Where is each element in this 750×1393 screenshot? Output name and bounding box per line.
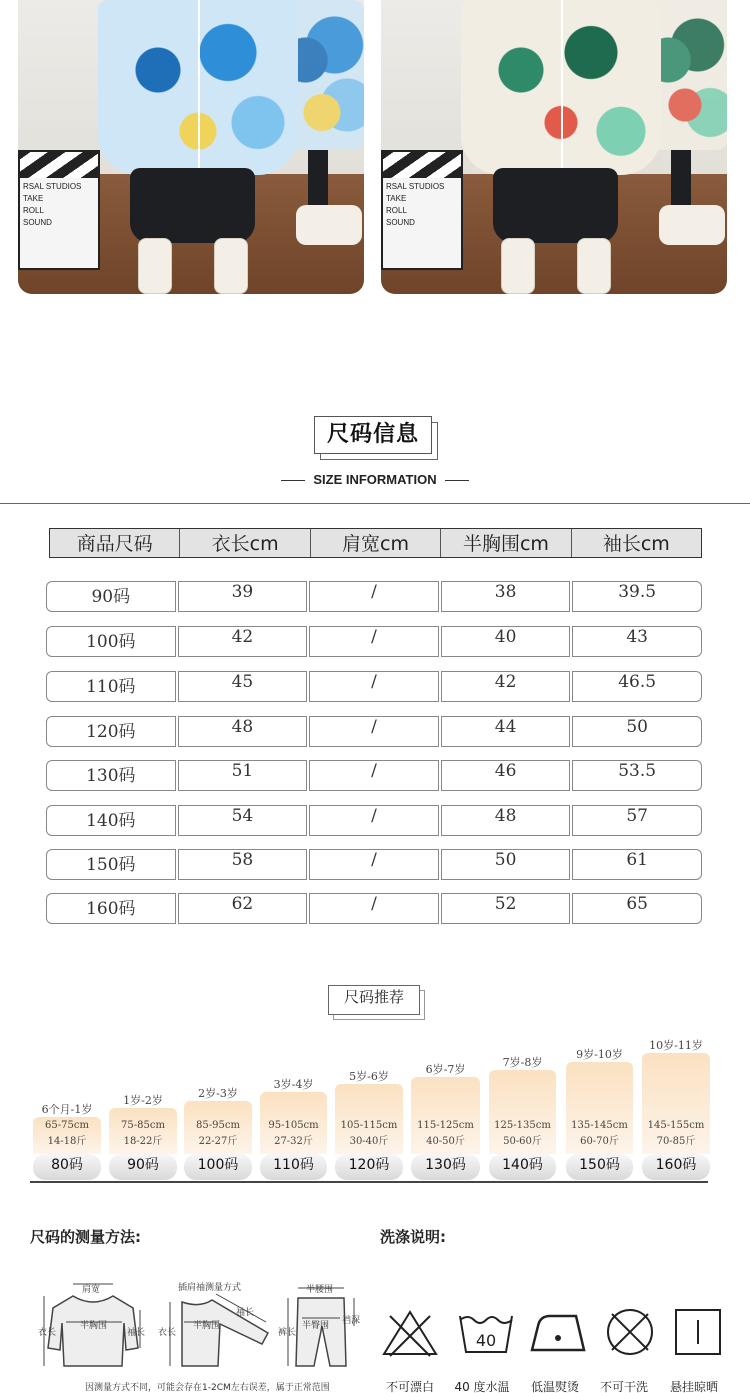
size-pill: 110码 [260, 1154, 327, 1180]
cell-length: 62 [178, 893, 308, 924]
care-title: 洗涤说明: [380, 1228, 446, 1246]
cell-length: 58 [178, 849, 308, 880]
age-range-label: 2岁-3岁 [198, 1087, 238, 1100]
label-hip: 半臀围 [302, 1321, 330, 1331]
cell-shoulder: / [309, 805, 439, 836]
cell-size: 140码 [46, 805, 176, 836]
cell-length: 48 [178, 716, 308, 747]
age-range-label: 7岁-8岁 [502, 1056, 543, 1069]
size-table-header [49, 528, 702, 558]
product-photo-blue [18, 0, 364, 294]
age-range-label: 1岁-2岁 [123, 1094, 163, 1107]
size-recommend-column [566, 1044, 633, 1154]
cell-chest: 46 [441, 760, 571, 791]
clapperboard: RSAL STUDIOS TAKE ROLL SOUND [18, 150, 100, 270]
header-chest: 半胸围cm [440, 529, 570, 557]
weight-range-label: 30-40斤 [349, 1136, 389, 1147]
height-range-label: 115-125cm [417, 1120, 474, 1131]
cell-shoulder: / [309, 671, 439, 702]
size-recommend-column [642, 1035, 710, 1154]
cell-size: 100码 [46, 626, 176, 657]
label-pants-length: 裤长 [278, 1328, 297, 1338]
cell-sleeve: 39.5 [572, 581, 702, 612]
age-range-label: 6个月-1岁 [41, 1103, 93, 1116]
size-pill: 90码 [109, 1154, 177, 1180]
cell-chest: 38 [441, 581, 571, 612]
weight-range-label: 60-70斤 [580, 1136, 619, 1147]
weight-range-label: 22-27斤 [198, 1136, 238, 1147]
height-range-label: 65-75cm [45, 1120, 89, 1131]
cell-size: 90码 [46, 581, 176, 612]
cell-chest: 40 [441, 626, 571, 657]
age-range-label: 3岁-4岁 [273, 1078, 314, 1091]
label-length: 衣长 [38, 1328, 57, 1338]
cell-chest: 50 [441, 849, 571, 880]
label-chest: 半胸围 [80, 1321, 108, 1331]
label-shoulder: 肩宽 [82, 1285, 101, 1295]
cell-shoulder: / [309, 893, 439, 924]
measure-note: 因测量方式不同，可能会存在1-2CM左右误差，属于正常范围 [85, 1383, 330, 1393]
table-row [46, 671, 702, 702]
cell-chest: 42 [441, 671, 571, 702]
label-rise: 裆深 [342, 1316, 361, 1326]
label-sleeve-raglan: 袖长 [236, 1308, 255, 1318]
age-range-label: 10岁-11岁 [649, 1039, 703, 1052]
size-pill: 100码 [184, 1154, 252, 1180]
height-range-label: 95-105cm [268, 1120, 319, 1131]
cell-sleeve: 65 [572, 893, 702, 924]
weight-range-label: 14-18斤 [47, 1136, 87, 1147]
cell-size: 130码 [46, 760, 176, 791]
label-chest-raglan: 半胸围 [193, 1321, 221, 1331]
size-recommend-column [184, 1083, 252, 1154]
cell-chest: 48 [441, 805, 571, 836]
cell-sleeve: 46.5 [572, 671, 702, 702]
recommend-baseline [30, 1181, 708, 1183]
cell-length: 42 [178, 626, 308, 657]
weight-range-label: 70-85斤 [656, 1136, 696, 1147]
size-pill: 80码 [33, 1154, 101, 1180]
weight-range-label: 18-22斤 [123, 1136, 163, 1147]
size-recommend-column [109, 1090, 177, 1154]
size-recommend-title: 尺码推荐 [328, 985, 420, 1015]
height-range-label: 135-145cm [571, 1120, 628, 1131]
height-range-label: 85-95cm [196, 1120, 240, 1131]
cell-length: 45 [178, 671, 308, 702]
header-sleeve: 袖长cm [571, 529, 701, 557]
svg-text:40: 40 [475, 1331, 497, 1350]
section-divider [0, 503, 750, 504]
size-pill: 130码 [411, 1154, 480, 1180]
cell-length: 54 [178, 805, 308, 836]
hang-dry-icon [668, 1306, 728, 1358]
age-range-label: 5岁-6岁 [349, 1070, 389, 1083]
cell-chest: 44 [441, 716, 571, 747]
cell-size: 120码 [46, 716, 176, 747]
label-sleeve: 袖长 [127, 1328, 146, 1338]
age-range-label: 9岁-10岁 [576, 1048, 623, 1061]
raglan-title: 插肩袖测量方式 [178, 1283, 242, 1293]
height-range-label: 145-155cm [647, 1120, 705, 1131]
size-info-subtitle: SIZE INFORMATION [0, 472, 750, 487]
no-bleach-icon [380, 1306, 440, 1358]
cell-sleeve: 50 [572, 716, 702, 747]
low-iron-icon [528, 1306, 588, 1358]
table-row [46, 805, 702, 836]
height-range-label: 125-135cm [494, 1120, 551, 1131]
label-length-raglan: 衣长 [158, 1328, 177, 1338]
cell-shoulder: / [309, 716, 439, 747]
header-length: 衣长cm [179, 529, 309, 557]
size-info-title: 尺码信息 [314, 416, 432, 454]
size-pill: 150码 [566, 1154, 633, 1180]
cell-sleeve: 61 [572, 849, 702, 880]
size-recommend-column [489, 1052, 556, 1154]
size-recommend-column [260, 1074, 327, 1154]
care-label-wash-40: 40 度水温 [454, 1380, 510, 1393]
size-pill: 120码 [335, 1154, 403, 1180]
table-row [46, 626, 702, 657]
product-photo-green [381, 0, 727, 294]
wash-40-icon [456, 1306, 516, 1358]
label-waist: 半腰围 [306, 1285, 334, 1295]
cell-shoulder: / [309, 760, 439, 791]
height-range-label: 75-85cm [121, 1120, 165, 1131]
header-size: 商品尺码 [50, 529, 179, 557]
care-label-no-dry-clean: 不可干洗 [599, 1380, 648, 1393]
cell-shoulder: / [309, 581, 439, 612]
table-row [46, 760, 702, 791]
cell-size: 110码 [46, 671, 176, 702]
size-recommend-column [33, 1099, 101, 1154]
cell-sleeve: 53.5 [572, 760, 702, 791]
care-label-no-bleach: 不可漂白 [385, 1380, 434, 1393]
size-recommend-column [335, 1066, 403, 1154]
height-range-label: 105-115cm [340, 1120, 398, 1131]
table-row [46, 849, 702, 880]
no-dry-clean-icon [600, 1306, 660, 1358]
header-shoulder: 肩宽cm [310, 529, 440, 557]
measure-title: 尺码的测量方法: [30, 1228, 141, 1246]
cell-size: 160码 [46, 893, 176, 924]
cell-shoulder: / [309, 849, 439, 880]
weight-range-label: 27-32斤 [274, 1136, 313, 1147]
age-range-label: 6岁-7岁 [425, 1063, 466, 1076]
table-row [46, 893, 702, 924]
weight-range-label: 40-50斤 [426, 1136, 465, 1147]
size-pill: 140码 [489, 1154, 556, 1180]
cell-length: 39 [178, 581, 308, 612]
cell-chest: 52 [441, 893, 571, 924]
table-row [46, 581, 702, 612]
clapperboard: RSAL STUDIOS TAKE ROLL SOUND [381, 150, 463, 270]
size-pill: 160码 [642, 1154, 710, 1180]
cell-shoulder: / [309, 626, 439, 657]
cell-size: 150码 [46, 849, 176, 880]
care-label-hang-dry: 悬挂晾晒 [669, 1380, 718, 1393]
cell-length: 51 [178, 760, 308, 791]
weight-range-label: 50-60斤 [503, 1136, 542, 1147]
cell-sleeve: 57 [572, 805, 702, 836]
size-recommend-column [411, 1059, 480, 1154]
cell-sleeve: 43 [572, 626, 702, 657]
care-label-low-iron: 低温熨烫 [530, 1380, 579, 1393]
table-row [46, 716, 702, 747]
